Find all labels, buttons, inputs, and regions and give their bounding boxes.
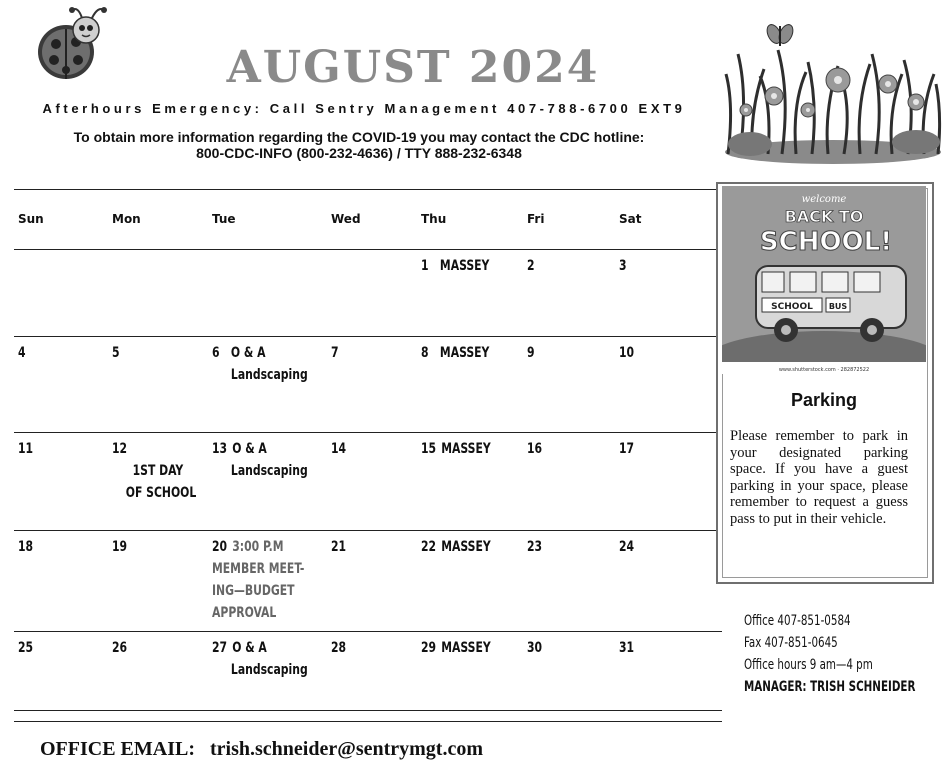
day-event: O & A [230,345,266,361]
email-address[interactable]: trish.schneider@sentrymgt.com [210,738,483,760]
covid-line-1: To obtain more information regarding the COVID-19 you may contact the CDC hotline: [73,129,645,145]
day-event: MASSEY [441,441,491,457]
day-event: O & A [232,441,267,457]
calendar-day [212,438,308,482]
day-number: 2 [527,258,535,274]
meeting-line-2: ING—BUDGET [212,583,295,599]
office-manager: MANAGER: TRISH SCHNEIDER [744,679,916,695]
calendar-day [331,536,424,558]
day-number: 19 [112,539,128,555]
first-day-of-school-line2: OF SCHOOL [125,485,197,501]
poster-headline-2: SCHOOL! [759,227,893,257]
day-number: 25 [18,640,34,656]
day-header-tue: Tue [212,212,236,226]
calendar-day [112,342,205,364]
covid-line-2: 800-CDC-INFO (800-232-4636) / TTY 888-232-6348 [196,145,522,161]
grid-line [14,631,722,632]
day-event: 3:00 P.M [232,539,284,555]
day-header-sun: Sun [18,212,44,226]
first-day-of-school: 1ST DAY [132,463,184,479]
day-number: 21 [331,539,347,555]
office-hours: Office hours 9 am—4 pm [744,657,873,673]
grid-line [14,721,722,722]
poster-welcome: welcome [801,194,847,205]
meeting-line-3: APPROVAL [212,605,277,621]
calendar-day [331,342,424,364]
covid-info [14,129,704,161]
ladybug-icon [30,2,110,84]
day-number: 12 [112,441,128,457]
day-number: 11 [18,441,34,457]
day-number: 4 [18,345,26,361]
day-number: 31 [619,640,635,656]
day-event-sub: Landscaping [230,662,308,678]
calendar-day [619,637,712,659]
calendar-day [18,438,111,460]
calendar-day [18,342,111,364]
day-number: 24 [619,539,635,555]
grid-line [14,710,722,711]
day-number: 5 [112,345,120,361]
office-fax: Fax 407-851-0645 [744,635,838,651]
calendar-day [527,342,620,364]
day-number: 17 [619,441,635,457]
bus-label-1: SCHOOL [771,302,813,312]
day-header-mon: Mon [112,212,141,226]
day-header-thu: Thu [421,212,447,226]
calendar-day [619,255,712,277]
calendar-day [619,438,712,460]
day-number: 13 [212,441,228,457]
calendar-day [421,637,514,659]
calendar-day [212,536,305,624]
day-number: 22 [421,539,437,555]
day-number: 9 [527,345,535,361]
back-to-school-poster [722,186,926,374]
day-number: 8 [421,345,429,361]
day-number: 14 [331,441,347,457]
day-number: 27 [212,640,228,656]
calendar-day [619,342,712,364]
calendar-day [527,438,620,460]
parking-text: Please remember to park in your designated parking space. If you have a guest parking in your space, please remember to request a guess pass to put in their vehicle. [730,428,908,527]
day-number: 1 [421,258,429,274]
meeting-line-1: MEMBER MEET- [212,561,305,577]
calendar-day [619,536,712,558]
day-event: MASSEY [439,345,490,361]
calendar-day [112,438,205,504]
day-event: MASSEY [441,640,491,656]
emergency-contact: Afterhours Emergency: Call Sentry Management 407-788-6700 EXT9 [42,101,686,116]
day-number: 3 [619,258,627,274]
grid-line [14,336,722,337]
day-header-fri: Fri [527,212,545,226]
bus-label-2: BUS [828,302,848,311]
butterfly-icon [764,22,795,46]
poster-credit: www.shutterstock.com · 282872522 [778,367,870,373]
day-header-wed: Wed [331,212,361,226]
day-number: 30 [527,640,543,656]
calendar-day [331,438,424,460]
grid-line [14,189,722,190]
calendar-day [421,536,514,558]
calendar-day [527,637,620,659]
day-event-sub: Landscaping [230,367,308,383]
day-number: 7 [331,345,339,361]
page-title: AUGUST 2024 [226,42,600,93]
day-number: 6 [212,345,220,361]
calendar-day [112,536,205,558]
office-info [744,610,916,698]
day-number: 16 [527,441,543,457]
day-event-sub: Landscaping [230,463,308,479]
calendar-day [421,255,514,277]
parking-title: Parking [790,390,858,410]
email-label: OFFICE EMAIL: [40,738,195,760]
day-number: 15 [421,441,437,457]
day-number: 26 [112,640,128,656]
calendar-day [331,637,424,659]
calendar-day [421,438,514,460]
poster-headline-1: BACK TO [784,207,864,226]
calendar-day [112,637,205,659]
grid-line [14,530,722,531]
calendar-day [527,255,620,277]
flower-garden-icon [720,14,946,164]
grid-line [14,249,722,250]
calendar-day [527,536,620,558]
calendar-day [421,342,514,364]
day-number: 18 [18,539,34,555]
day-number: 28 [331,640,347,656]
calendar-day [212,637,308,681]
calendar-day [212,342,308,386]
day-number: 20 [212,539,228,555]
calendar-day [18,637,111,659]
day-number: 10 [619,345,635,361]
day-event: MASSEY [439,258,490,274]
school-bus-icon [722,186,926,374]
grid-line [14,432,722,433]
office-email [40,738,483,761]
day-event: MASSEY [441,539,491,555]
office-phone: Office 407-851-0584 [744,613,851,629]
day-number: 29 [421,640,437,656]
day-event: O & A [232,640,267,656]
day-number: 23 [527,539,543,555]
calendar-day [18,536,111,558]
day-header-sat: Sat [619,212,642,226]
